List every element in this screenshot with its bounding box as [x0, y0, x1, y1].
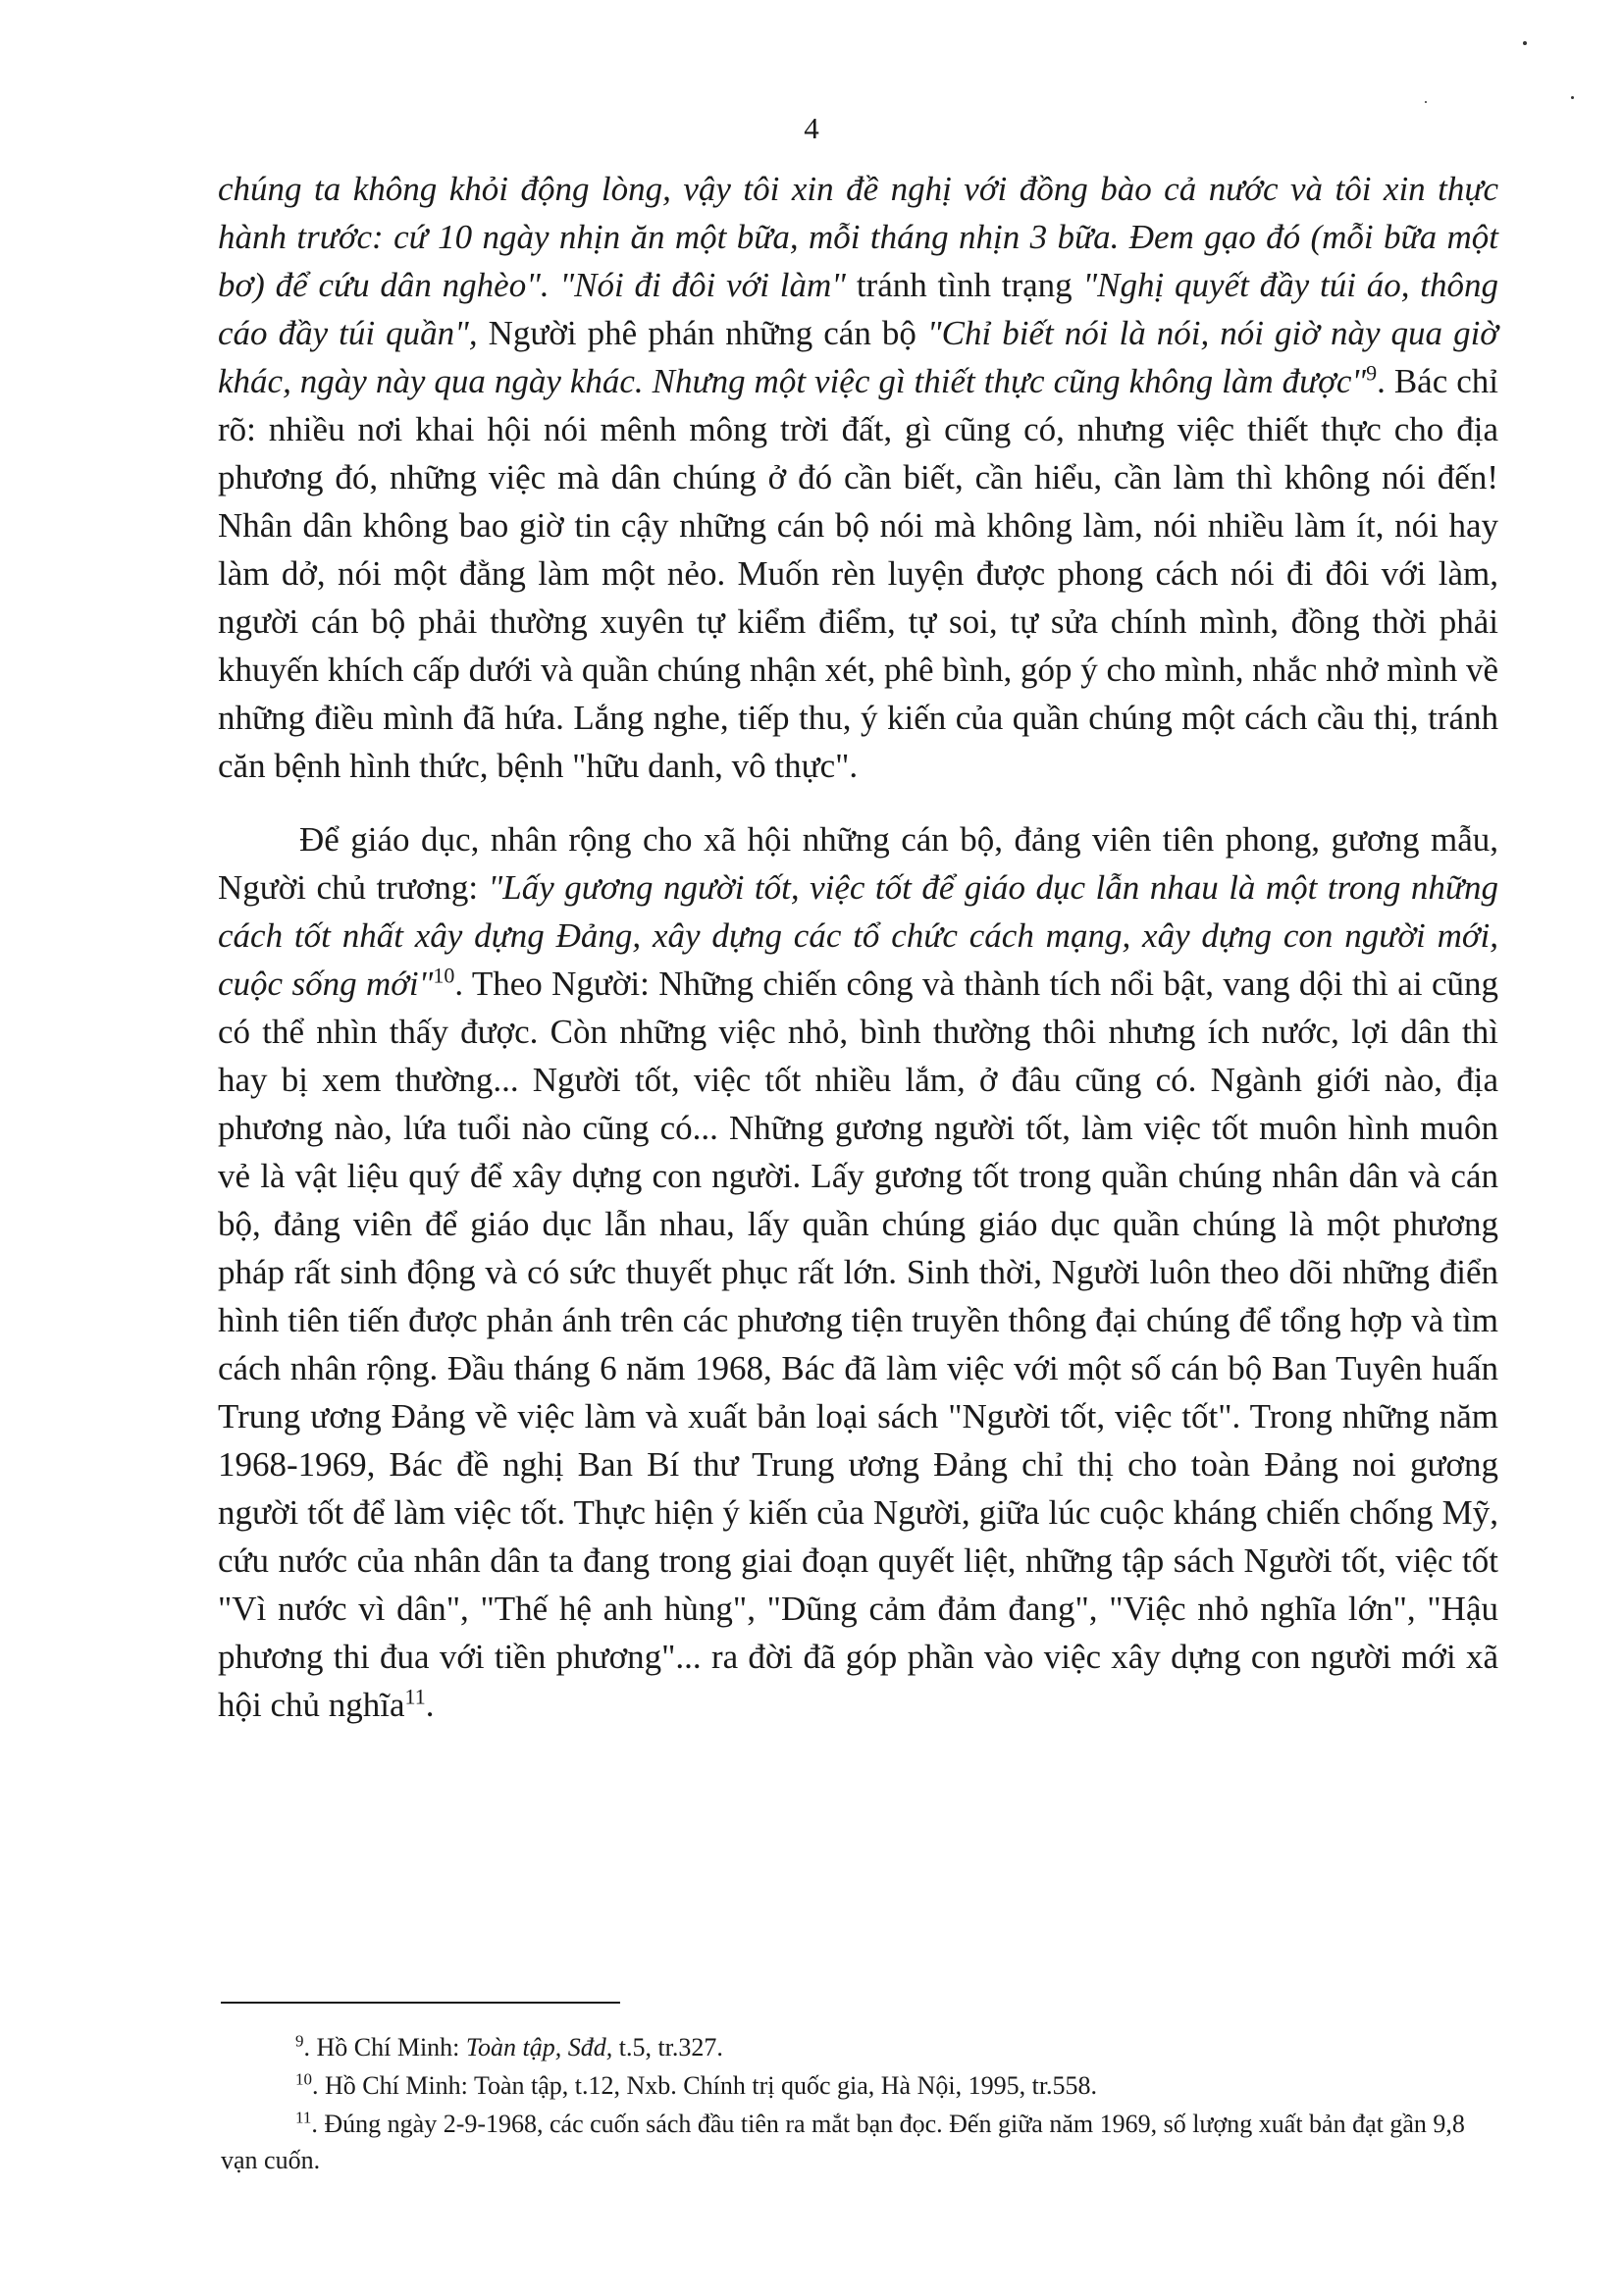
quote-text: "Chỉ biết nói là nói, nói giờ này qua giờ khác, ngày này qua ngày khác. Nhưng một việc gì thiết thực cũng không làm được": [218, 314, 1498, 400]
footnote-ref-10[interactable]: 10: [433, 963, 455, 988]
scan-speck: [1571, 96, 1574, 99]
quote-text: chúng ta không khỏi động lòng, vậy tôi xin đề nghị với đồng bào cả nước và tôi xin thực hành trước: cứ 10 ngày nhịn ăn một bữa, mỗi tháng nhịn 3 bữa. Đem gạo đó (mỗi bữa một bơ) để cứu dân nghèo".: [218, 170, 1498, 304]
quote-text: "Nói đi đôi với làm": [559, 266, 847, 304]
footnote-text: . Đúng ngày 2-9-1968, các cuốn sách đầu tiên ra mắt bạn đọc. Đến giữa năm 1969, số lượng xuất bản đạt gần 9,8 vạn cuốn.: [221, 2110, 1465, 2174]
footnotes: [221, 2029, 1498, 2180]
paragraph-text: [550, 266, 560, 304]
footnote-text: . Hồ Chí Minh: Toàn tập, t.12, Nxb. Chính trị quốc gia, Hà Nội, 1995, tr.558.: [312, 2071, 1098, 2100]
quote-text: "Lấy gương người tốt, việc tốt để giáo dục lẫn nhau là một trong những cách tốt nhất xây dựng Đảng, xây dựng các tổ chức cách mạng, xây dựng con người mới, cuộc sống mới": [218, 868, 1498, 1003]
paragraph-text: . Theo Người: Những chiến công và thành tích nổi bật, vang dội thì ai cũng có thể nhìn thấy được. Còn những việc nhỏ, bình thường thôi nhưng ích nước, lợi dân thì hay bị xem thường... Người tốt, việc tốt nhiều lắm, ở đâu cũng có. Ngành giới nào, địa phương nào, lứa tuổi nào cũng có... Những gương người tốt, làm việc tốt muôn hình muôn vẻ là vật liệu quý để xây dựng con người. Lấy gương tốt trong quần chúng nhân dân và cán bộ, đảng viên để giáo dục lẫn nhau, lấy quần chúng giáo dục quần chúng là một phương pháp rất sinh động và có sức thuyết phục rất lớn. Sinh thời, Người luôn theo dõi những điển hình tiên tiến được phản ánh trên các phương tiện truyền thông đại chúng để tổng hợp và tìm cách nhân rộng. Đầu tháng 6 năm 1968, Bác đã làm việc với một số cán bộ Ban Tuyên huấn Trung ương Đảng về việc làm và xuất bản loại sách "Người tốt, việc tốt". Trong những năm 1968-1969, Bác đề nghị Ban Bí thư Trung ương Đảng chỉ thị cho toàn Đảng noi gương người tốt để làm việc tốt. Thực hiện ý kiến của Người, giữa lúc cuộc kháng chiến chống Mỹ, cứu nước của nhân dân ta đang trong giai đoạn quyết liệt, những tập sách Người tốt, việc tốt "Vì nước vì dân", "Thế hệ anh hùng", "Dũng cảm đảm đang", "Việc nhỏ nghĩa lớn", "Hậu phương thi đua với tiền phương"... ra đời đã góp phần vào việc xây dựng con người mới xã hội chủ nghĩa: [218, 965, 1498, 1724]
footnote-number: 11: [295, 2108, 312, 2127]
paragraph-text: tránh tình trạng: [846, 266, 1083, 304]
footnote-9: [221, 2029, 1498, 2065]
footnote-text: t.5, tr.327.: [612, 2033, 723, 2061]
scan-speck: [1425, 101, 1427, 103]
paragraph-1: [218, 165, 1498, 790]
quote-text: "Nghị quyết đầy túi áo, thông cáo đầy túi quần",: [218, 266, 1498, 352]
page-number: 4: [804, 111, 819, 145]
body-text: [218, 165, 1498, 1729]
paragraph-2: [218, 815, 1498, 1729]
paragraph-text: . Bác chỉ rõ: nhiều nơi khai hội nói mênh mông trời đất, gì cũng có, nhưng việc thiết thực cho địa phương đó, những việc mà dân chúng ở đó cần biết, cần hiểu, cần làm thì không nói đến! Nhân dân không bao giờ tin cậy những cán bộ nói mà không làm, nói nhiều làm ít, nói hay làm dở, nói một đằng làm một nẻo. Muốn rèn luyện được phong cách nói đi đôi với làm, người cán bộ phải thường xuyên tự kiểm điểm, tự soi, tự sửa chính mình, đồng thời phải khuyến khích cấp dưới và quần chúng nhận xét, phê bình, góp ý cho mình, nhắc nhở mình về những điều mình đã hứa. Lắng nghe, tiếp thu, ý kiến của quần chúng một cách cầu thị, tránh căn bệnh hình thức, bệnh "hữu danh, vô thực".: [218, 362, 1499, 785]
footnote-11: [221, 2106, 1498, 2178]
footnote-10: [221, 2067, 1498, 2104]
footnote-divider: [221, 2002, 620, 2004]
footnote-number: 9: [295, 2031, 304, 2051]
footnote-title: Toàn tập, Sđd,: [465, 2033, 613, 2061]
paragraph-text: Để giáo dục, nhân rộng cho xã hội những cán bộ, đảng viên tiên phong, gương mẫu, Người chủ trương:: [218, 820, 1498, 907]
footnote-number: 10: [295, 2069, 312, 2089]
footnote-text: . Hồ Chí Minh:: [303, 2033, 466, 2061]
footnote-ref-11[interactable]: 11: [404, 1684, 426, 1709]
footnote-ref-9[interactable]: 9: [1366, 360, 1378, 386]
paragraph-text: Người phê phán những cán bộ: [477, 314, 927, 352]
paragraph-text: .: [425, 1686, 435, 1724]
scan-speck: [1523, 41, 1527, 45]
